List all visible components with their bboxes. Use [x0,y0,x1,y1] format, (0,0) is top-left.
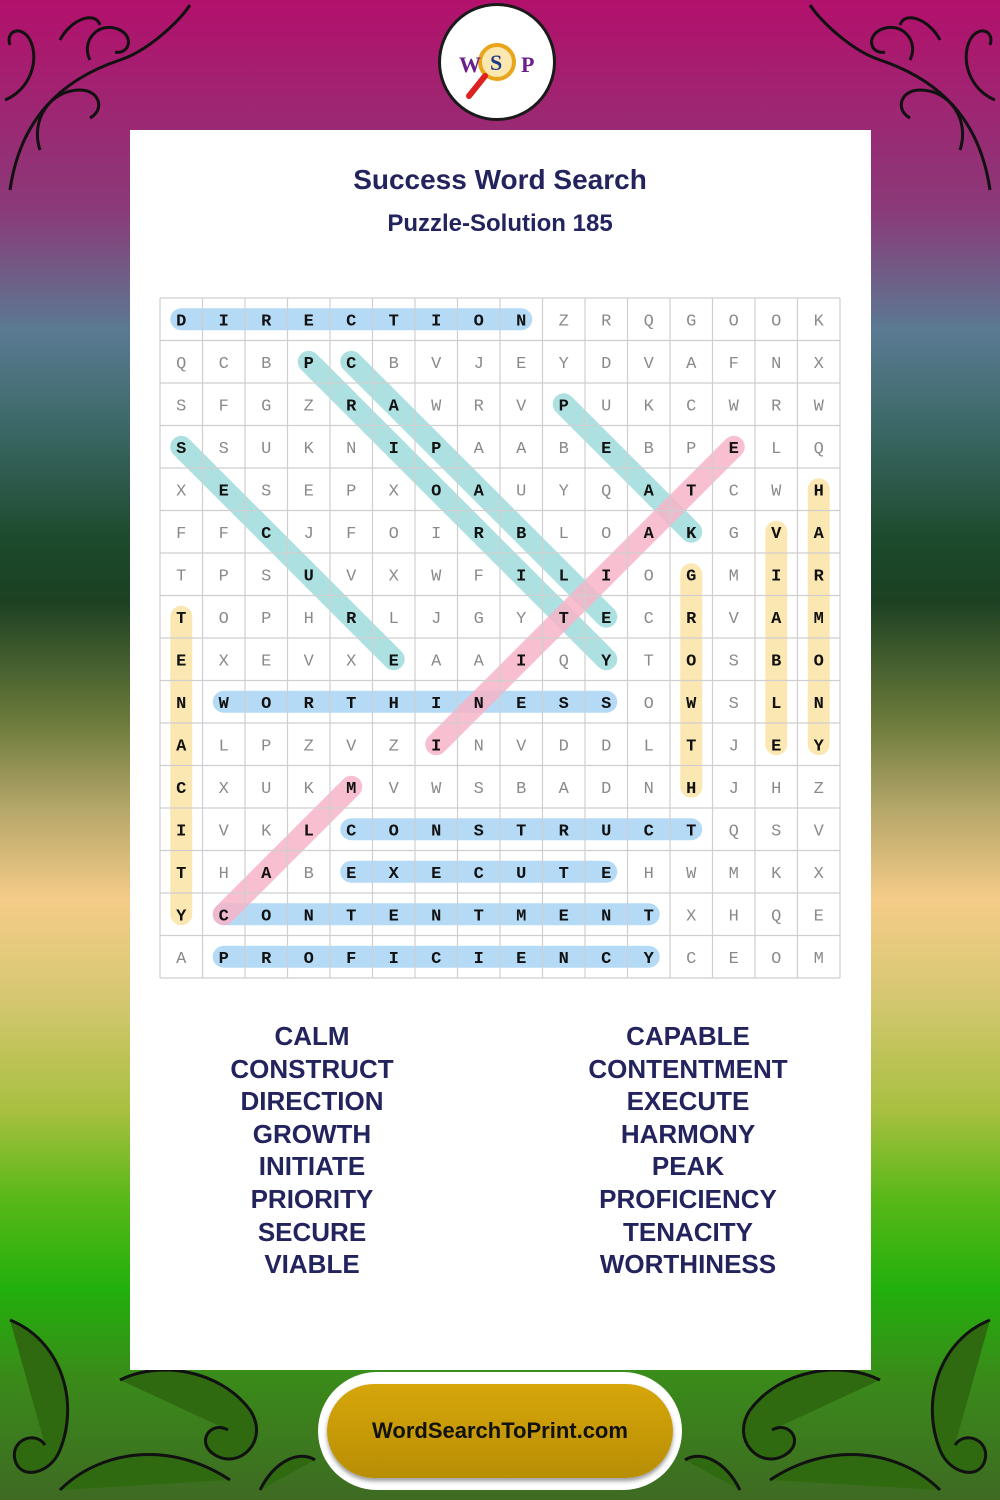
grid-cell-letter[interactable]: K [261,822,272,842]
grid-cell-letter[interactable]: T [473,907,484,927]
grid-cell-letter[interactable]: R [601,312,612,332]
grid-cell-letter[interactable]: T [558,864,569,884]
grid-cell-letter[interactable]: C [473,864,484,884]
grid-cell-letter[interactable]: L [558,524,569,544]
grid-cell-letter[interactable]: I [431,737,442,757]
grid-cell-letter[interactable]: F [346,949,357,969]
grid-cell-letter[interactable]: S [176,439,187,459]
grid-cell-letter[interactable]: G [686,312,697,332]
grid-cell-letter[interactable]: X [388,482,399,502]
word-list-item: CALM [274,1021,350,1051]
grid-cell-letter[interactable]: N [643,779,654,799]
grid-cell-letter[interactable]: T [346,694,357,714]
grid-cell-letter[interactable]: T [388,312,399,332]
grid-cell-letter[interactable]: X [218,779,229,799]
grid-cell-letter[interactable]: E [516,949,527,969]
grid-cell-letter[interactable]: G [686,567,697,587]
word-list-item: VIABLE [264,1249,360,1280]
grid-cell-letter[interactable]: C [686,949,697,969]
grid-cell-letter[interactable]: A [643,524,654,544]
grid-cell-letter[interactable]: B [771,652,782,672]
grid-cell-letter[interactable]: V [516,737,527,757]
grid-cell-letter[interactable]: M [346,779,357,799]
grid-cell-letter[interactable]: S [473,822,484,842]
grid-cell-letter[interactable]: S [473,779,484,799]
grid-cell-letter[interactable]: A [686,354,697,374]
grid-cell-letter[interactable]: R [346,609,357,629]
grid-cell-letter[interactable]: Z [388,737,399,757]
grid-cell-letter[interactable]: J [473,354,484,374]
grid-cell-letter[interactable]: T [176,567,187,587]
grid-cell-letter[interactable]: M [728,864,739,884]
grid-cell-letter[interactable]: I [771,567,782,587]
grid-cell-letter[interactable]: H [813,482,824,502]
grid-cell-letter[interactable]: A [431,652,442,672]
grid-cell-letter[interactable]: E [346,864,357,884]
grid-cell-letter[interactable]: I [431,694,442,714]
grid-cell-letter[interactable]: S [261,482,272,502]
grid-cell-letter[interactable]: I [601,567,612,587]
grid-cell-letter[interactable]: X [686,907,697,927]
grid-cell-letter[interactable]: X [813,354,824,374]
grid-cell-letter[interactable]: I [218,312,229,332]
grid-cell-letter[interactable]: P [261,737,272,757]
grid-cell-letter[interactable]: T [346,907,357,927]
grid-cell-letter[interactable]: Y [813,737,824,757]
grid-cell-letter[interactable]: V [303,652,314,672]
grid-cell-letter[interactable]: R [303,694,314,714]
grid-cell-letter[interactable]: H [771,779,782,799]
grid-cell-letter[interactable]: G [473,609,484,629]
site-link-label: WordSearchToPrint.com [372,1418,628,1443]
grid-cell-letter[interactable]: O [388,524,399,544]
grid-cell-letter[interactable]: H [388,694,399,714]
grid-cell-letter[interactable]: Z [303,737,314,757]
grid-cell-letter[interactable]: O [771,312,782,332]
grid-cell-letter[interactable]: W [431,779,442,799]
grid-cell-letter[interactable]: E [303,482,314,502]
grid-cell-letter[interactable]: A [473,482,484,502]
grid-cell-letter[interactable]: B [388,354,399,374]
word-list-item: CAPABLE [626,1021,750,1051]
grid-cell-letter[interactable]: B [558,439,569,459]
word-list-right [528,1020,848,1281]
grid-cell-letter[interactable]: X [388,567,399,587]
word-list-item: PROFICIENCY [599,1183,777,1214]
grid-cell-letter[interactable]: D [176,312,187,332]
grid-cell-letter[interactable]: G [728,524,739,544]
grid-cell-letter[interactable]: W [813,397,824,417]
word-list-item: INITIATE [258,1151,366,1182]
grid-cell-letter[interactable]: J [303,524,314,544]
grid-cell-letter[interactable]: E [218,482,229,502]
grid-cell-letter[interactable]: F [473,567,484,587]
grid-cell-letter[interactable]: Z [813,779,824,799]
grid-cell-letter[interactable]: N [813,694,824,714]
grid-cell-letter[interactable]: N [473,737,484,757]
grid-cell-letter[interactable]: V [728,609,739,629]
grid-cell-letter[interactable]: N [558,949,569,969]
grid-cell-letter[interactable]: B [643,439,654,459]
word-list-left [152,1020,472,1281]
grid-cell-letter[interactable]: O [813,652,824,672]
page-title: Success Word Search [353,164,647,195]
grid-cell-letter[interactable]: O [473,312,484,332]
grid-cell-letter[interactable]: C [601,949,612,969]
grid-cell-letter[interactable]: E [303,312,314,332]
grid-cell-letter[interactable]: V [218,822,229,842]
grid-cell-letter[interactable]: X [218,652,229,672]
grid-cell-letter[interactable]: O [261,694,272,714]
grid-cell-letter[interactable]: N [601,907,612,927]
grid-cell-letter[interactable]: O [261,907,272,927]
grid-cell-letter[interactable]: E [388,652,399,672]
grid-cell-letter[interactable]: Z [303,397,314,417]
word-list-item: HARMONY [620,1118,756,1149]
grid-cell-letter[interactable]: L [643,737,654,757]
grid-cell-letter[interactable]: W [771,482,782,502]
grid-cell-letter[interactable]: A [813,524,824,544]
grid-cell-letter[interactable]: H [643,864,654,884]
grid-cell-letter[interactable]: C [346,822,357,842]
grid-cell-letter[interactable]: A [176,949,187,969]
grid-cell-letter[interactable]: Q [771,907,782,927]
grid-cell-letter[interactable]: D [601,354,612,374]
grid-cell-letter[interactable]: A [558,779,569,799]
grid-cell-letter[interactable]: K [643,397,654,417]
grid-cell-letter[interactable]: C [261,524,272,544]
grid-cell-letter[interactable]: A [388,397,399,417]
grid-cell-letter[interactable]: B [303,864,314,884]
grid-cell-letter[interactable]: T [686,737,697,757]
logo-letter-p: P [521,52,535,77]
grid-cell-letter[interactable]: K [813,312,824,332]
grid-cell-letter[interactable]: W [431,567,442,587]
grid-cell-letter[interactable]: S [261,567,272,587]
grid-cell-letter[interactable]: H [686,779,697,799]
grid-cell-letter[interactable]: N [431,907,442,927]
grid-cell-letter[interactable]: S [728,694,739,714]
grid-cell-letter[interactable]: A [176,737,187,757]
grid-cell-letter[interactable]: V [643,354,654,374]
grid-cell-letter[interactable]: L [218,737,229,757]
grid-cell-letter[interactable]: R [261,312,272,332]
grid-cell-letter[interactable]: Q [558,652,569,672]
grid-cell-letter[interactable]: K [771,864,782,884]
grid-cell-letter[interactable]: R [346,397,357,417]
grid-cell-letter[interactable]: T [176,609,187,629]
grid-cell-letter[interactable]: T [686,482,697,502]
grid-cell-letter[interactable]: I [431,524,442,544]
grid-cell-letter[interactable]: Y [558,482,569,502]
grid-cell-letter[interactable]: U [261,779,272,799]
grid-cell-letter[interactable]: P [218,567,229,587]
grid-cell-letter[interactable]: J [728,737,739,757]
grid-cell-letter[interactable]: L [303,822,314,842]
grid-cell-letter[interactable]: U [516,482,527,502]
logo-letter-s: S [490,50,503,75]
grid-cell-letter[interactable]: T [558,609,569,629]
grid-cell-letter[interactable]: W [686,864,697,884]
grid-cell-letter[interactable]: O [601,524,612,544]
grid-cell-letter[interactable]: M [516,907,527,927]
grid-cell-letter[interactable]: T [686,822,697,842]
grid-cell-letter[interactable]: S [176,397,187,417]
grid-cell-letter[interactable]: S [558,694,569,714]
grid-cell-letter[interactable]: W [686,694,697,714]
grid-cell-letter[interactable]: O [303,949,314,969]
grid-cell-letter[interactable]: Y [601,652,612,672]
grid-cell-letter[interactable]: T [643,652,654,672]
grid-cell-letter[interactable]: F [218,524,229,544]
grid-cell-letter[interactable]: R [473,524,484,544]
grid-cell-letter[interactable]: R [771,397,782,417]
grid-cell-letter[interactable]: L [771,439,782,459]
grid-cell-letter[interactable]: A [516,439,527,459]
grid-cell-letter[interactable]: A [473,652,484,672]
grid-cell-letter[interactable]: L [388,609,399,629]
grid-cell-letter[interactable]: P [218,949,229,969]
grid-cell-letter[interactable]: X [813,864,824,884]
grid-cell-letter[interactable]: C [728,482,739,502]
grid-cell-letter[interactable]: E [813,907,824,927]
grid-cell-letter[interactable]: D [601,737,612,757]
grid-cell-letter[interactable]: F [346,524,357,544]
grid-cell-letter[interactable]: E [176,652,187,672]
grid-cell-letter[interactable]: E [388,907,399,927]
grid-cell-letter[interactable]: P [686,439,697,459]
grid-cell-letter[interactable]: E [516,354,527,374]
grid-cell-letter[interactable]: F [218,397,229,417]
grid-cell-letter[interactable]: S [728,652,739,672]
grid-cell-letter[interactable]: O [643,694,654,714]
grid-cell-letter[interactable]: E [601,439,612,459]
grid-cell-letter[interactable]: S [218,439,229,459]
grid-cell-letter[interactable]: V [813,822,824,842]
grid-cell-letter[interactable]: I [388,949,399,969]
grid-cell-letter[interactable]: V [346,737,357,757]
grid-cell-letter[interactable]: S [771,822,782,842]
grid-cell-letter[interactable]: C [643,822,654,842]
grid-cell-letter[interactable]: V [388,779,399,799]
grid-cell-letter[interactable]: H [303,609,314,629]
word-list-item: DIRECTION [240,1086,384,1117]
grid-cell-letter[interactable]: Z [558,312,569,332]
grid-cell-letter[interactable]: G [261,397,272,417]
grid-cell-letter[interactable]: C [643,609,654,629]
grid-cell-letter[interactable]: R [261,949,272,969]
grid-cell-letter[interactable]: Q [176,354,187,374]
grid-cell-letter[interactable]: I [516,652,527,672]
grid-cell-letter[interactable]: O [388,822,399,842]
word-list-item: EXECUTE [626,1086,750,1117]
grid-cell-letter[interactable]: T [176,864,187,884]
grid-cell-letter[interactable]: V [346,567,357,587]
grid-cell-letter[interactable]: P [303,354,314,374]
word-list-item: TENACITY [623,1216,753,1247]
grid-cell-letter[interactable]: C [176,779,187,799]
grid-cell-letter[interactable]: O [771,949,782,969]
site-link-pill[interactable] [327,1384,673,1478]
grid-cell-letter[interactable]: O [643,567,654,587]
site-link-button[interactable] [318,1372,682,1490]
grid-cell-letter[interactable]: O [728,312,739,332]
grid-cell-letter[interactable]: Q [728,822,739,842]
grid-cell-letter[interactable]: B [516,524,527,544]
grid-cell-letter[interactable]: X [346,652,357,672]
grid-cell-letter[interactable]: R [473,397,484,417]
grid-cell-letter[interactable]: N [431,822,442,842]
word-list-item: CONTENTMENT [588,1053,788,1084]
grid-cell-letter[interactable]: P [431,439,442,459]
word-list-item: GROWTH [252,1118,372,1149]
grid-cell-letter[interactable]: E [558,907,569,927]
grid-cell-letter[interactable]: V [431,354,442,374]
grid-cell-letter[interactable]: K [303,439,314,459]
page-subtitle: Puzzle-Solution 185 [387,210,613,237]
grid-cell-letter[interactable]: E [771,737,782,757]
grid-cell-letter[interactable]: I [431,312,442,332]
grid-cell-letter[interactable]: K [686,524,697,544]
grid-cell-letter[interactable]: K [303,779,314,799]
grid-cell-letter[interactable]: U [516,864,527,884]
grid-cell-letter[interactable]: C [686,397,697,417]
grid-cell-letter[interactable]: H [218,864,229,884]
grid-cell-letter[interactable]: Q [643,312,654,332]
grid-cell-letter[interactable]: Y [516,609,527,629]
grid-cell-letter[interactable]: N [771,354,782,374]
grid-cell-letter[interactable]: E [516,694,527,714]
grid-cell-letter[interactable]: N [303,907,314,927]
grid-cell-letter[interactable]: I [473,949,484,969]
grid-cell-letter[interactable]: O [218,609,229,629]
grid-cell-letter[interactable]: W [728,397,739,417]
grid-cell-letter[interactable]: E [261,652,272,672]
grid-cell-letter[interactable]: C [431,949,442,969]
grid-cell-letter[interactable]: P [261,609,272,629]
grid-cell-letter[interactable]: J [728,779,739,799]
grid-cell-letter[interactable]: B [516,779,527,799]
word-list-item: CONSTRUCT [230,1053,394,1084]
grid-cell-letter[interactable]: C [346,354,357,374]
grid-cell-letter[interactable]: B [261,354,272,374]
grid-cell-letter[interactable]: N [473,694,484,714]
grid-cell-letter[interactable]: S [601,694,612,714]
grid-cell-letter[interactable]: F [728,354,739,374]
grid-cell-letter[interactable]: Y [176,907,187,927]
grid-cell-letter[interactable]: A [771,609,782,629]
grid-cell-letter[interactable]: Q [813,439,824,459]
grid-cell-letter[interactable]: W [431,397,442,417]
grid-cell-letter[interactable]: X [176,482,187,502]
grid-cell-letter[interactable]: V [516,397,527,417]
grid-cell-letter[interactable]: C [346,312,357,332]
grid-cell-letter[interactable]: E [601,864,612,884]
grid-cell-letter[interactable]: C [218,907,229,927]
grid-cell-letter[interactable]: A [261,864,272,884]
grid-cell-letter[interactable]: E [728,949,739,969]
grid-cell-letter[interactable]: M [728,567,739,587]
word-list-item: PRIORITY [250,1183,374,1214]
grid-cell-letter[interactable]: U [601,822,612,842]
grid-cell-letter[interactable]: C [218,354,229,374]
grid-cell-letter[interactable]: E [728,439,739,459]
grid-cell-letter[interactable]: N [176,694,187,714]
grid-cell-letter[interactable]: P [558,397,569,417]
grid-cell-letter[interactable]: V [771,524,782,544]
grid-cell-letter[interactable]: D [601,779,612,799]
grid-cell-letter[interactable]: A [643,482,654,502]
grid-cell-letter[interactable]: U [601,397,612,417]
grid-cell-letter[interactable]: R [558,822,569,842]
grid-cell-letter[interactable]: X [388,864,399,884]
grid-cell-letter[interactable]: P [346,482,357,502]
word-list-item: PEAK [651,1151,725,1182]
grid-cell-letter[interactable]: W [218,694,229,714]
grid-cell-letter[interactable]: L [771,694,782,714]
grid-cell-letter[interactable]: I [176,822,187,842]
grid-cell-letter[interactable]: N [346,439,357,459]
grid-cell-letter[interactable]: U [261,439,272,459]
grid-cell-letter[interactable]: D [558,737,569,757]
grid-cell-letter[interactable]: E [601,609,612,629]
grid-cell-letter[interactable]: Q [601,482,612,502]
grid-cell-letter[interactable]: M [813,609,824,629]
grid-cell-letter[interactable]: O [431,482,442,502]
grid-cell-letter[interactable]: F [176,524,187,544]
grid-cell-letter[interactable]: I [388,439,399,459]
grid-cell-letter[interactable]: N [516,312,527,332]
grid-cell-letter[interactable]: T [516,822,527,842]
grid-cell-letter[interactable]: A [473,439,484,459]
grid-cell-letter[interactable]: M [813,949,824,969]
grid-cell-letter[interactable]: J [431,609,442,629]
grid-cell-letter[interactable]: E [431,864,442,884]
grid-cell-letter[interactable]: R [686,609,697,629]
grid-cell-letter[interactable]: T [643,907,654,927]
grid-cell-letter[interactable]: L [558,567,569,587]
grid-cell-letter[interactable]: Y [558,354,569,374]
logo-letter-w: W [459,52,481,77]
word-list-item: WORTHINESS [599,1249,777,1280]
grid-cell-letter[interactable]: R [813,567,824,587]
grid-cell-letter[interactable]: U [303,567,314,587]
grid-cell-letter[interactable]: I [516,567,527,587]
grid-cell-letter[interactable]: O [686,652,697,672]
word-list-item: SECURE [257,1216,367,1247]
grid-cell-letter[interactable]: Y [643,949,654,969]
grid-cell-letter[interactable]: H [728,907,739,927]
